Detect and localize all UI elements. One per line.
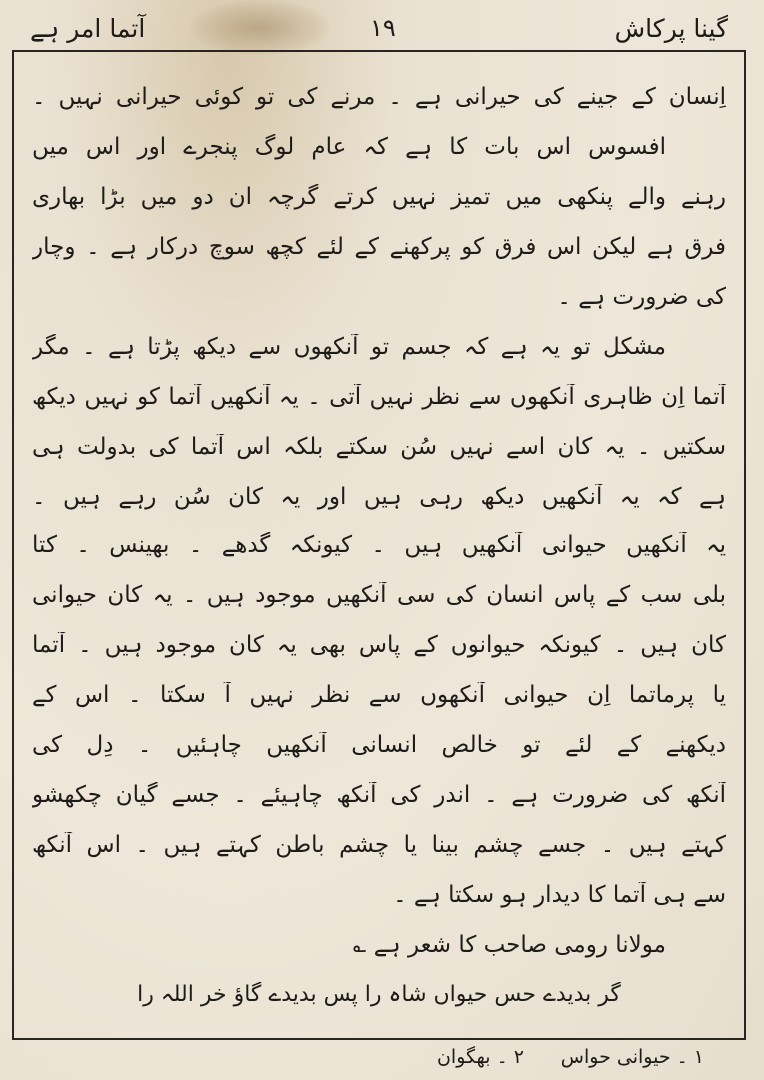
text-line-1: اِنسان کے جینے کی حیرانی ہے ۔ مرنے کی تو کوئی حیرانی نہیں ۔: [32, 84, 726, 110]
text-line-11: بلی سب کے پاس انسان کی سی آنکھیں موجود ہیں ۔ یہ کان حیوانی: [32, 582, 726, 608]
text-line-13: یا پرماتما اِن حیوانی آنکھوں سے نظر نہیں آ سکتا ۔ اس کے: [32, 682, 726, 708]
footnote-1: ١ ۔ حیوانی حواس: [560, 1046, 704, 1068]
text-line-6: مشکل تو یہ ہے کہ جسم تو آنکھوں سے دیکھ پڑتا ہے ۔ مگر: [32, 334, 666, 360]
text-line-14: دیکھنے کے لئے تو خالص انسانی آنکھیں چاہئیں ۔ دِل کی: [32, 732, 726, 758]
text-line-15: آنکھ کی ضرورت ہے ۔ اندر کی آنکھ چاہیئے ۔ جسے گیان چکھشو: [32, 782, 726, 808]
book-title: گینا پرکاش: [614, 14, 728, 43]
text-line-2: افسوس اس بات کا ہے کہ عام لوگ پنجرے اور اس میں: [32, 134, 666, 160]
text-line-5: کی ضرورت ہے ۔: [557, 284, 726, 310]
text-line-9: ہے کہ یہ آنکھیں دیکھ رہی ہیں اور یہ کان سُن رہے ہیں ۔: [32, 484, 726, 510]
text-line-12: کان ہیں ۔ کیونکہ حیوانوں کے پاس بھی یہ کان موجود ہیں ۔ آتما: [32, 632, 726, 658]
text-line-8: سکتیں ۔ یہ کان اسے نہیں سُن سکتے بلکہ اس آتما کی بدولت ہی: [32, 434, 726, 460]
text-line-4: فرق ہے لیکن اس فرق کو پرکھنے کے لئے کچھ سوچ درکار ہے ۔ وچار: [32, 234, 726, 260]
footnotes: [40, 1046, 724, 1076]
text-line-16: کہتے ہیں ۔ جسے چشمِ بینا یا چشمِ باطن کہتے ہیں ۔ اس آنکھ: [32, 832, 726, 858]
text-line-17: سے ہی آتما کا دیدار ہو سکتا ہے ۔: [393, 882, 726, 908]
text-line-10: یہ آنکھیں حیوانی آنکھیں ہیں ۔ کیونکہ گدھے ۔ بھینس ۔ کتا: [32, 532, 726, 558]
chapter-title: آتما امر ہے: [30, 14, 146, 43]
page-header: [30, 8, 728, 52]
text-line-3: رہنے والے پنکھی میں تمیز نہیں کرتے گرچہ ان دو میں بڑا بھاری: [32, 184, 726, 210]
text-line-18: مولانا رومی صاحب کا شعر ہے ؎: [352, 932, 666, 958]
page-number: ١٩: [370, 14, 396, 42]
footnote-2: ٢ ۔ بھگوان: [436, 1046, 524, 1068]
text-line-7: آتما اِن ظاہری آنکھوں سے نظر نہیں آتی ۔ یہ آنکھیں آتما کو نہیں دیکھ: [32, 384, 726, 410]
verse-line: گر بدیدے حسِ حیواں شاہ را پس بدیدے گاؤ خر اللہ را: [137, 982, 621, 1007]
